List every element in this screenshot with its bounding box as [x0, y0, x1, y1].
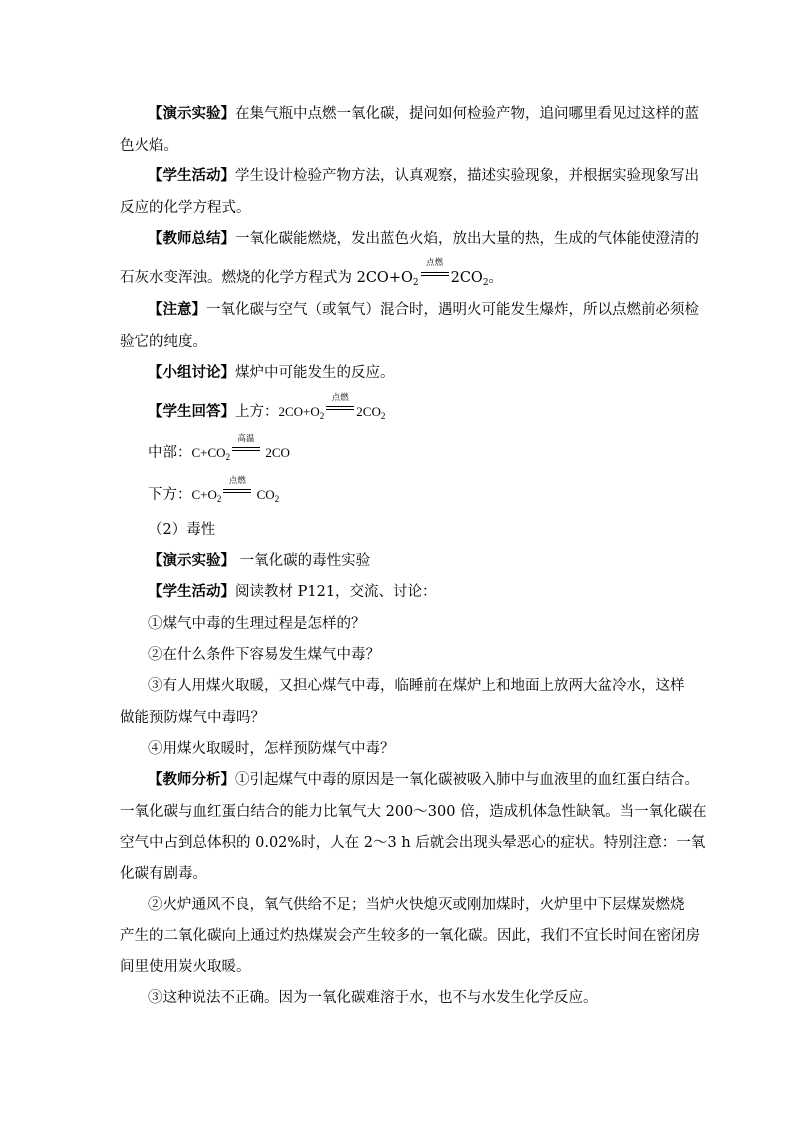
equation-reactants: C+O [191, 487, 217, 502]
lower-equation [191, 475, 280, 504]
question-1: ①煤气中毒的生理过程是怎样的？ [148, 616, 366, 632]
student-activity-text-cont: 反应的化学方程式。 [120, 200, 251, 216]
student-reading-paragraph [120, 576, 708, 608]
student-answer-upper [120, 392, 708, 428]
analysis-line-4: 化碳有剧毒。 [120, 866, 207, 882]
analysis-line-7: 间里使用炭火取暖。 [120, 959, 251, 975]
subscript: 2 [319, 411, 325, 421]
student-activity-text: 学生设计检验产物方法，认真观察，描述实验现象，并根据实验现象写出 [235, 168, 699, 184]
teacher-summary-equation-line [120, 258, 680, 294]
teacher-analysis-text: ①引起煤气中毒的原因是一氧化碳被吸入肺中与血液里的血红蛋白结合。 [235, 772, 699, 788]
equation-reactants: 2CO+O [278, 404, 320, 419]
group-discussion-tag: 【小组讨论】 [148, 364, 235, 381]
equation-product: 2CO [265, 445, 290, 460]
student-answer-lower [120, 475, 708, 511]
analysis-line-8: ③这种说法不正确。因为一氧化碳难溶于水，也不与水发生化学反应。 [148, 990, 598, 1006]
condition-label: 点燃 [228, 475, 246, 485]
equation-reactants: C+CO [191, 445, 226, 460]
question-3-cont: 做能预防煤气中毒吗？ [120, 710, 265, 726]
teacher-summary-tag: 【教师总结】 [148, 230, 235, 247]
student-reading-text: 阅读教材 P121，交流、讨论： [235, 584, 437, 600]
demo-experiment-text-cont: 色火焰。 [120, 138, 178, 154]
condition-label: 点燃 [331, 392, 349, 402]
upper-equation [278, 392, 386, 421]
student-activity-paragraph [120, 160, 708, 192]
punctuation: 。 [488, 270, 504, 286]
teacher-summary-text: 一氧化碳能燃烧，发出蓝色火焰，放出大量的热，生成的气体能使澄清的 [235, 231, 699, 247]
equation-product: 2CO [356, 404, 381, 419]
question-3: ③有人用煤火取暖，又担心煤气中毒，临睡前在煤炉上和地面上放两大盆冷水，这样 [148, 678, 685, 694]
middle-label: 中部： [148, 445, 192, 461]
equation-product: CO [256, 487, 275, 502]
teacher-analysis-tag: 【教师分析】 [148, 771, 235, 788]
reaction-condition [223, 475, 251, 497]
student-answer-middle [120, 433, 708, 469]
subscript: 2 [482, 278, 489, 288]
subscript: 2 [216, 494, 222, 504]
demo-experiment-paragraph [120, 98, 708, 130]
demo-experiment-text: 在集气瓶中点燃一氧化碳，提问如何检验产物，追问哪里看见过这样的蓝 [235, 106, 699, 122]
demo-toxicity-text: 一氧化碳的毒性实验 [235, 553, 371, 569]
note-tag: 【注意】 [148, 301, 206, 318]
middle-equation [191, 433, 290, 462]
demo-experiment-tag: 【演示实验】 [148, 105, 235, 122]
student-answer-tag: 【学生回答】 [148, 403, 235, 420]
question-2: ②在什么条件下容易发生煤气中毒？ [148, 647, 380, 663]
note-text: 一氧化碳与空气（或氧气）混合时，遇明火可能发生爆炸，所以点燃前必须检 [206, 302, 699, 318]
equation-product: 2CO [450, 270, 483, 286]
subscript: 2 [412, 278, 419, 288]
demo-toxicity-paragraph [120, 545, 708, 577]
analysis-line-5: ②火炉通风不良，氧气供给不足；当炉火快熄灭或刚加煤时，火炉里中下层煤炭燃烧 [148, 897, 685, 913]
lower-label: 下方： [148, 487, 192, 503]
note-text-cont: 验它的纯度。 [120, 334, 207, 350]
condition-label: 点燃 [426, 258, 444, 268]
toxicity-heading: （2）毒性 [148, 522, 216, 538]
subscript: 2 [380, 411, 386, 421]
student-reading-tag: 【学生活动】 [148, 583, 235, 600]
subscript: 2 [225, 452, 231, 462]
teacher-analysis-paragraph [120, 764, 708, 796]
student-activity-tag: 【学生活动】 [148, 167, 235, 184]
condition-label: 高温 [237, 433, 255, 443]
analysis-line-3: 空气中占到总体积的 0.02%时，人在 2～3 h 后就会出现头晕恶心的症状。特别注意：一氧 [120, 835, 706, 851]
teacher-summary-paragraph [120, 223, 708, 255]
reaction-condition [232, 433, 260, 455]
analysis-line-6: 产生的二氧化碳向上通过灼热煤炭会产生较多的一氧化碳。因此，我们不宜长时间在密闭房 [120, 928, 700, 944]
demo-toxicity-tag: 【演示实验】 [148, 552, 235, 569]
upper-label: 上方： [235, 404, 279, 420]
reaction-condition [326, 392, 354, 414]
reaction-condition [421, 258, 449, 280]
group-discussion-paragraph [120, 357, 708, 389]
teacher-summary-text-cont: 石灰水变浑浊。燃烧的化学方程式为 2CO+O [120, 270, 413, 286]
analysis-line-2: 一氧化碳与血红蛋白结合的能力比氧气大 200～300 倍，造成机体急性缺氧。当一氧化碳在 [120, 804, 707, 820]
subscript: 2 [274, 494, 280, 504]
note-paragraph [120, 294, 708, 326]
group-discussion-text: 煤炉中可能发生的反应。 [235, 365, 395, 381]
question-4: ④用煤火取暖时，怎样预防煤气中毒？ [148, 741, 395, 757]
